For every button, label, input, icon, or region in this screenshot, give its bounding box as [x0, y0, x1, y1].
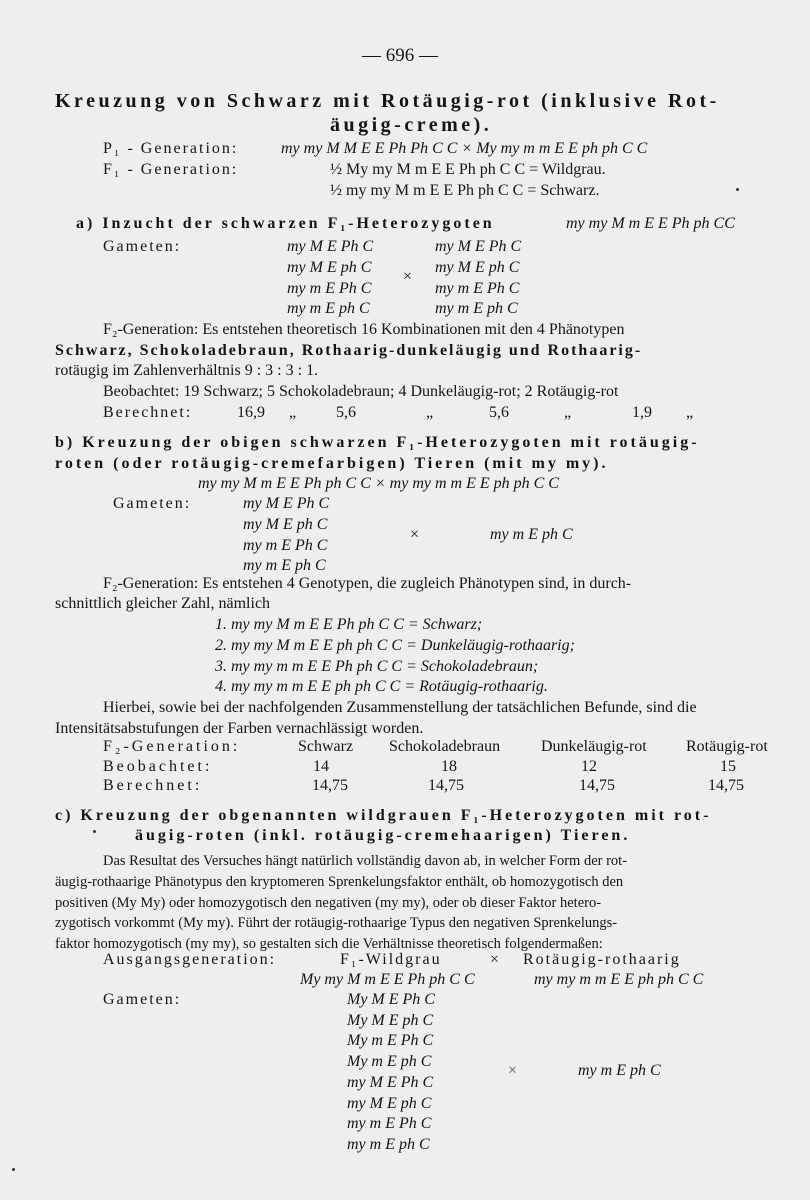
berechnet-value: 1,9: [632, 404, 652, 421]
ditto-mark: „: [686, 404, 694, 421]
gamete: my m E ph C: [435, 300, 518, 317]
gamete: my m E ph C: [287, 300, 370, 317]
gamete: my m E ph C: [347, 1136, 430, 1153]
section-a-f2-line-2: Schwarz, Schokoladebraun, Rothaarig-dunkeläugig und Rothaarig-: [55, 342, 643, 359]
gamete: my m E Ph C: [243, 537, 328, 554]
section-a-heading-formula: my my M m E E Ph ph CC: [566, 215, 735, 232]
gamete: my M E ph C: [243, 516, 328, 533]
right-parent-formula: my my m m E E ph ph C C: [534, 971, 704, 988]
table-column-header: Rotäugig-rot: [686, 738, 768, 755]
section-c-heading-line-1: c) Kreuzung der obgenannten wildgrauen F₁-Heterozygoten mit rot-: [55, 807, 712, 824]
ditto-mark: „: [564, 404, 572, 421]
table-cell: 14,75: [312, 777, 348, 794]
print-speck: [736, 188, 739, 191]
cross-symbol: ×: [403, 268, 413, 285]
cross-symbol: ×: [508, 1062, 518, 1079]
section-b-heading-line-2: roten (oder rotäugig-cremefarbigen) Tieren (mit my my).: [55, 455, 609, 472]
cross-symbol: ×: [490, 951, 500, 968]
section-c-gameten-label: Gameten:: [103, 991, 182, 1008]
p1-label: P₁ - Generation:: [103, 140, 239, 157]
title-line-1: Kreuzung von Schwarz mit Rotäugig-rot (inklusive Rot-: [55, 90, 720, 112]
section-b-gameten-label: Gameten:: [113, 495, 192, 512]
gamete: my M E ph C: [347, 1095, 432, 1112]
gamete: my M E Ph C: [347, 1074, 434, 1091]
table-cell: 15: [720, 758, 736, 775]
f1-line-1: ½ My my M m E E Ph ph C C = Wildgrau.: [330, 161, 606, 178]
p1-formula: my my M M E E Ph Ph C C × My my m m E E ph ph C C: [281, 140, 648, 157]
section-b-note-line-2: Intensitätsabstufungen der Farben vernachlässigt worden.: [55, 720, 424, 737]
gamete: my m E ph C: [578, 1062, 661, 1079]
table-row-label: Berechnet:: [103, 777, 203, 794]
section-c-paragraph-line: faktor homozygotisch (my my), so gestalten sich die Verhältnisse theoretisch folgendermaßen:: [55, 936, 603, 952]
ditto-mark: „: [426, 404, 434, 421]
table-column-header: Schokoladebraun: [389, 738, 501, 755]
table-cell: 18: [441, 758, 457, 775]
gamete: my m E Ph C: [287, 280, 372, 297]
section-b-note-line-1: Hierbei, sowie bei der nachfolgenden Zusammenstellung der tatsächlichen Befunde, sind die: [103, 699, 697, 716]
gamete: my m E ph C: [243, 557, 326, 574]
section-b-heading-line-1: b) Kreuzung der obigen schwarzen F₁-Heterozygoten mit rotäugig-: [55, 434, 700, 451]
section-a-heading: a) Inzucht der schwarzen F₁-Heterozygoten: [76, 215, 495, 232]
section-c-heading-line-2: äugig-roten (inkl. rotäugig-cremehaarigen) Tieren.: [135, 827, 631, 844]
table-column-header: Dunkeläugig-rot: [541, 738, 647, 755]
section-b-f2-line-2: schnittlich gleicher Zahl, nämlich: [55, 595, 271, 612]
genotype-item: 4. my my m m E E ph ph C C = Rotäugig-rothaarig.: [215, 678, 548, 695]
gamete: my M E ph C: [287, 259, 372, 276]
section-a-gameten-label: Gameten:: [103, 238, 182, 255]
gamete: my M E Ph C: [435, 238, 522, 255]
ditto-mark: „: [289, 404, 297, 421]
gamete: my m E Ph C: [435, 280, 520, 297]
berechnet-value: 5,6: [489, 404, 509, 421]
section-b-f2-line-1: F₂-Generation: Es entstehen 4 Genotypen, die zugleich Phänotypen sind, in durch-: [103, 575, 632, 592]
section-a-beobachtet: Beobachtet: 19 Schwarz; 5 Schokoladebraun; 4 Dunkeläugig-rot; 2 Rotäugig-rot: [103, 383, 619, 400]
section-c-paragraph-line: äugig-rothaarige Phänotypus den kryptomeren Sprenkelungsfaktor enthält, ob homozygotisch den: [55, 874, 624, 890]
table-header-label: F₂-Generation:: [103, 738, 241, 755]
genotype-item: 2. my my M m E E ph ph C C = Dunkeläugig-rothaarig;: [215, 637, 575, 654]
gamete: my m E ph C: [490, 526, 573, 543]
section-a-berechnet-label: Berechnet:: [103, 404, 193, 421]
f1-line-2: ½ my my M m E E Ph ph C C = Schwarz.: [330, 182, 600, 199]
cross-symbol: ×: [410, 526, 420, 543]
table-cell: 14,75: [428, 777, 464, 794]
gamete: my M E ph C: [435, 259, 520, 276]
gamete: My M E Ph C: [347, 991, 435, 1008]
section-b-cross-formula: my my M m E E Ph ph C C × my my m m E E ph ph C C: [198, 475, 559, 492]
table-cell: 14: [313, 758, 329, 775]
table-column-header: Schwarz: [298, 738, 354, 755]
section-a-f2-line-3: rotäugig im Zahlenverhältnis 9 : 3 : 3 : 1.: [55, 362, 319, 379]
section-a-f2-line-1: F₂-Generation: Es entstehen theoretisch 16 Kombinationen mit den 4 Phänotypen: [103, 321, 625, 338]
table-cell: 12: [581, 758, 597, 775]
gamete: My M E ph C: [347, 1012, 434, 1029]
gamete: My m E Ph C: [347, 1032, 434, 1049]
section-c-paragraph-line: positiven (My My) oder homozygotisch den negativen (my my), oder ob dieser Faktor hetero-: [55, 895, 602, 911]
genotype-item: 1. my my M m E E Ph ph C C = Schwarz;: [215, 616, 483, 633]
right-parent-label: Rotäugig-rothaarig: [523, 951, 681, 968]
print-speck: [12, 1168, 15, 1171]
gamete: my m E Ph C: [347, 1115, 432, 1132]
gamete: my M E Ph C: [243, 495, 330, 512]
table-cell: 14,75: [708, 777, 744, 794]
section-c-paragraph-line: Das Resultat des Versuches hängt natürlich vollständig davon ab, in welcher Form der rot-: [103, 853, 628, 869]
gamete: my M E Ph C: [287, 238, 374, 255]
left-parent-label: F₁-Wildgrau: [340, 951, 442, 968]
genotype-item: 3. my my m m E E Ph ph C C = Schokoladebraun;: [215, 658, 539, 675]
f1-label: F₁ - Generation:: [103, 161, 239, 178]
page-number: — 696 —: [362, 45, 438, 66]
berechnet-value: 5,6: [336, 404, 356, 421]
print-speck: [93, 830, 96, 833]
title-line-2: äugig-creme).: [330, 114, 493, 136]
left-parent-formula: My my M m E E Ph ph C C: [300, 971, 475, 988]
section-c-paragraph-line: zygotisch vorkommt (My my). Führt der rotäugig-rothaarige Typus den negativen Sprenkelungs-: [55, 915, 618, 931]
berechnet-value: 16,9: [237, 404, 265, 421]
ausgang-label: Ausgangsgeneration:: [103, 951, 277, 968]
table-row-label: Beobachtet:: [103, 758, 213, 775]
table-cell: 14,75: [579, 777, 615, 794]
gamete: My m E ph C: [347, 1053, 432, 1070]
